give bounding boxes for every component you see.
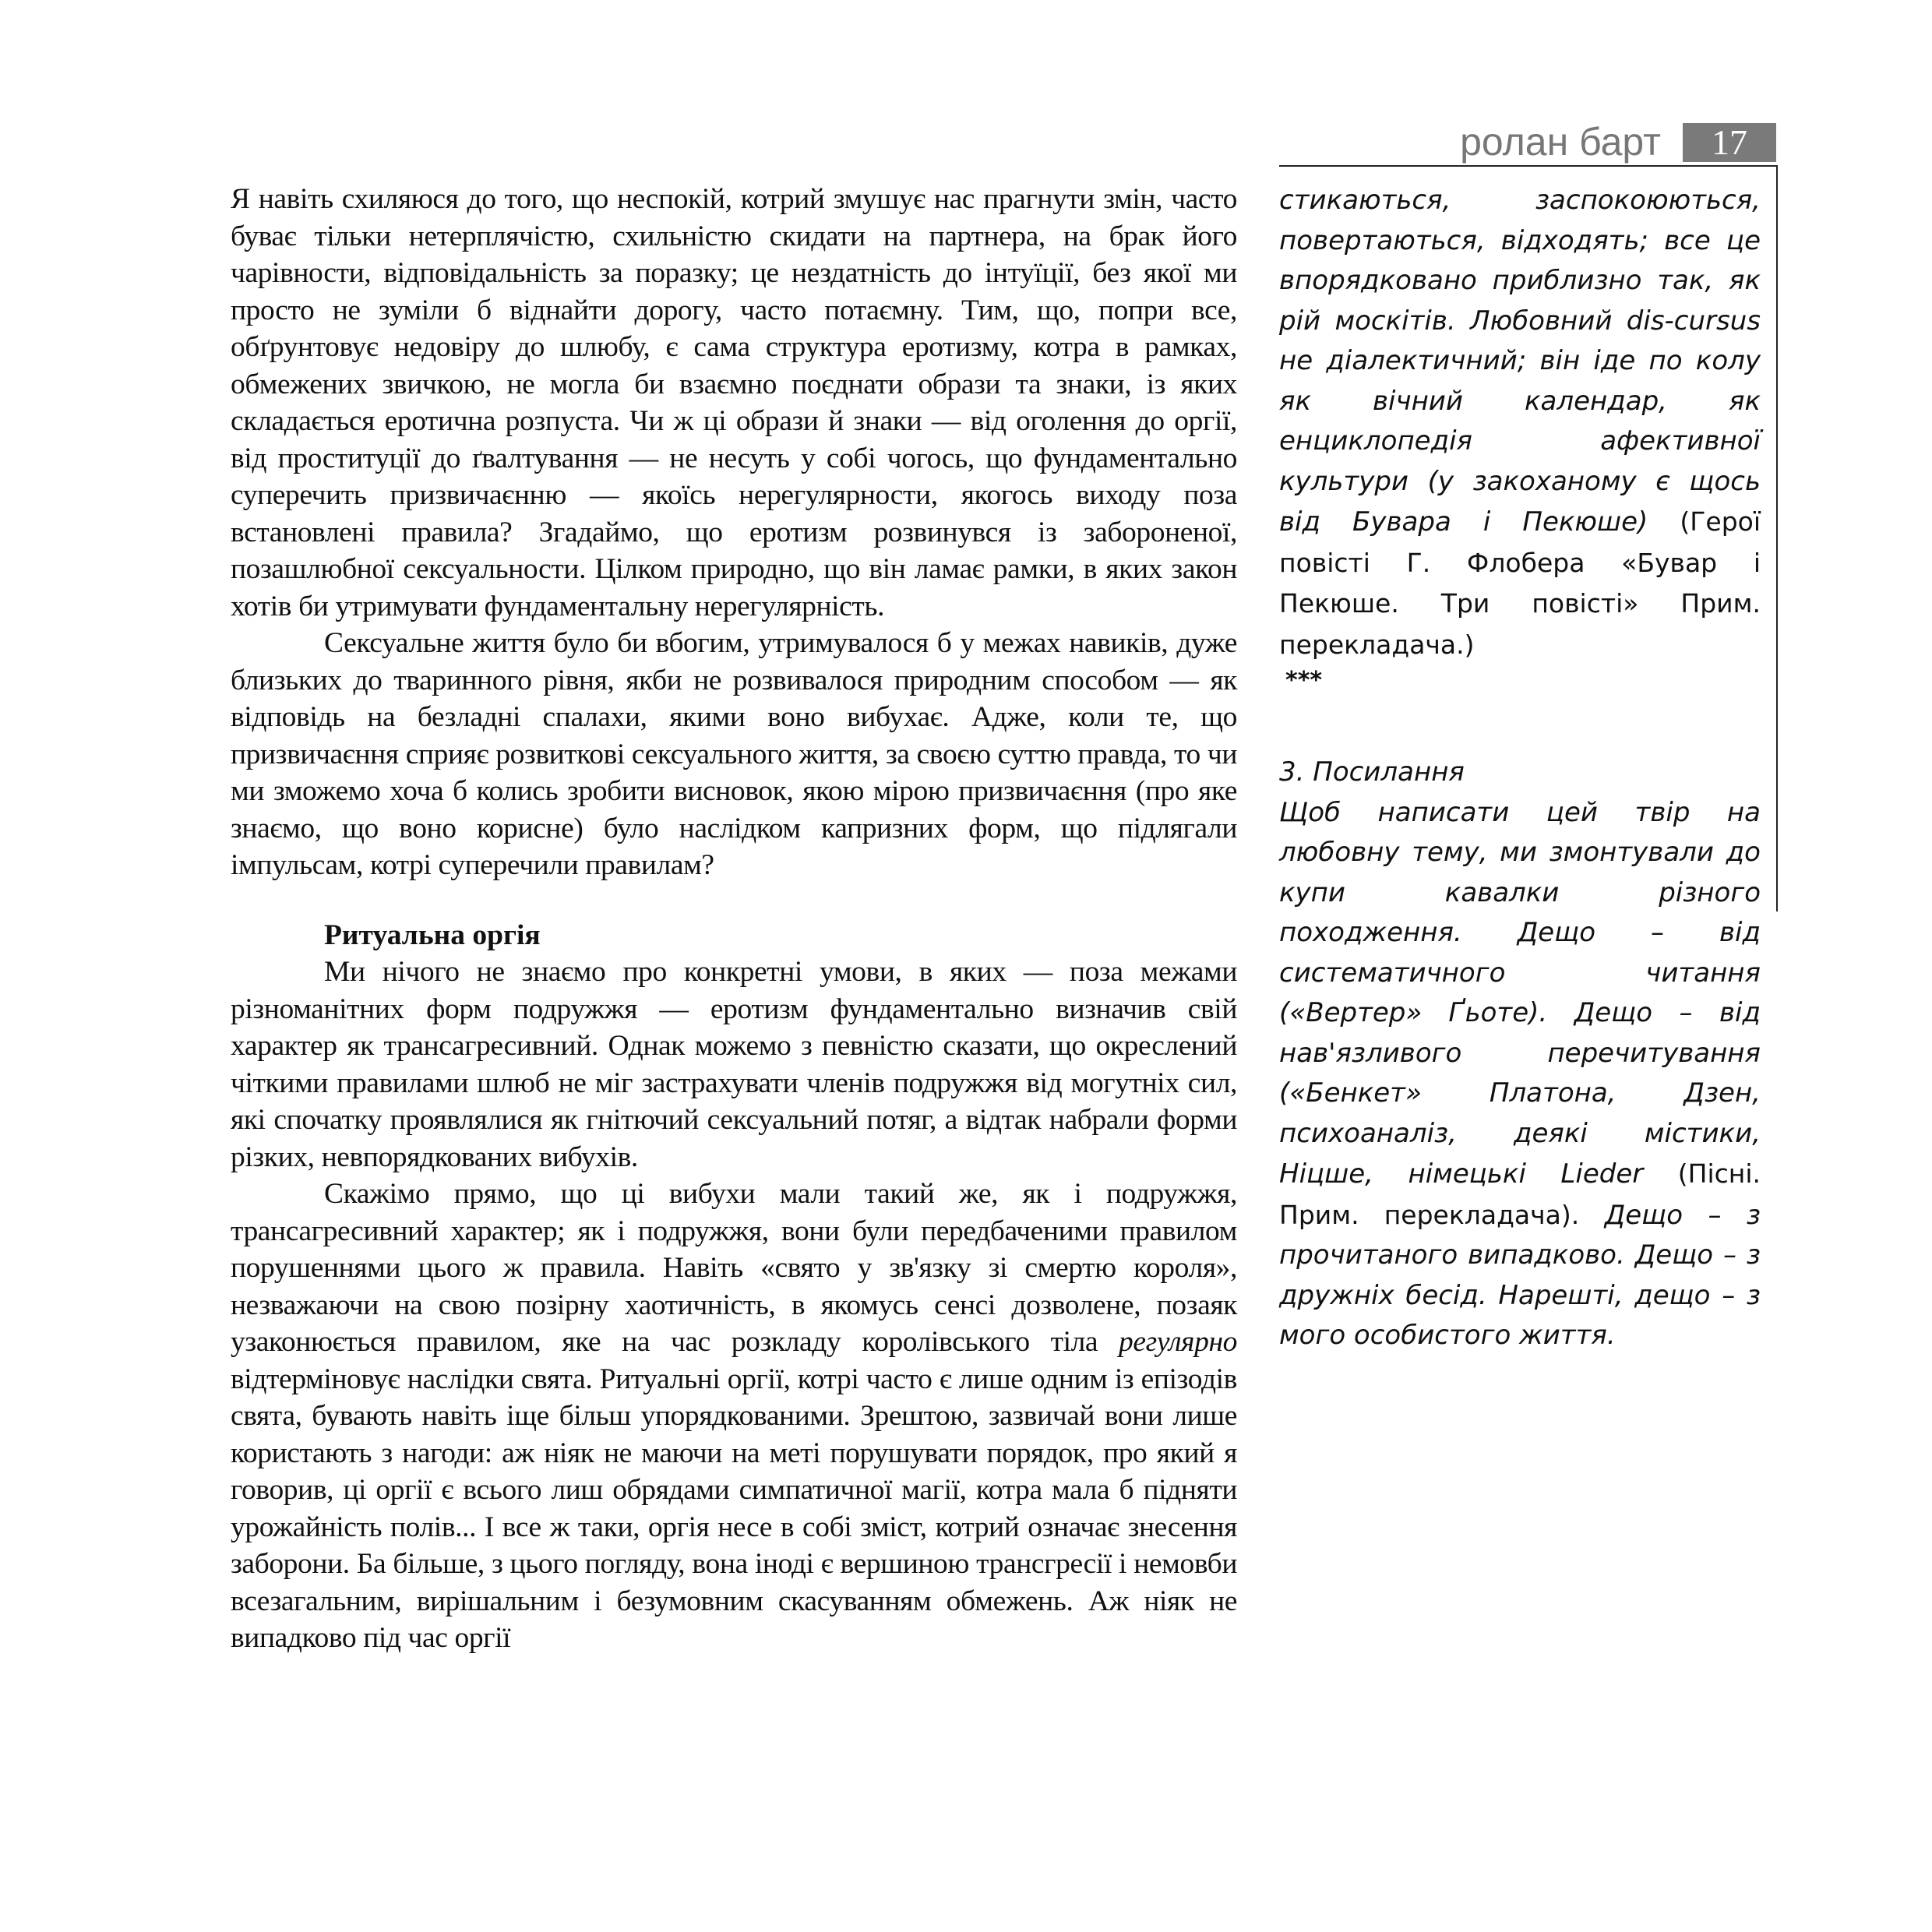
main-paragraph-4 (231, 1176, 1237, 1657)
page-number: 17 (1683, 123, 1776, 162)
main-text-column (231, 181, 1237, 1657)
main-paragraph-3: Ми нічого не знаємо про конкретні умови, в яких — поза межами різноманітних форм подружжя — еротизм фундаментально визначив свій характер як трансагресивний. Однак можемо з певністю сказати, що окреслений чіткими правилами шлюб не міг застрахувати членів подружжя від могутніх сил, які спочатку проявлялися як гнітючий сексуальний потяг, а відтак набрали форми різких, невпорядкованих вибухів. (231, 956, 1237, 1173)
running-title: ролан барт (1460, 120, 1661, 164)
section-separator-stars: *** (1285, 667, 1323, 694)
sidebar-paragraph-2-text-b: Дещо – з прочитаного випадково. Дещо – з дружніх бесід. Нарешті, дещо – з мого особистого життя. (1279, 1199, 1761, 1351)
header-rule (1279, 165, 1778, 167)
running-header (1278, 118, 1776, 167)
sidebar-column (1279, 181, 1761, 1356)
sidebar-paragraph-1-text: стикаються, заспокоюються, повертаються, відходять; все це впорядковано приблизно так, як рій москітів. Любовний dis-cursus не діалектичний; він іде по колу як вічний календар, як енциклопедія афективної культури (у закоханому є щось від Бувара і Пекюше) (1279, 185, 1761, 538)
translator-note-2: (Пісні. Прим. перекладача). (1279, 1158, 1761, 1230)
main-paragraph-2: Сексуальне життя було би вбогим, утримувалося б у межах навиків, дуже близьких до тваринного рівня, якби не розвивалося природним способом — як відповідь на безладні спалахи, якими воно вибухає. Адже, коли те, що призвичаєння сприяє розвиткові сексуального життя, за своєю суттю правда, то чи ми зможемо хоча б колись зробити висновок, якою мірою призвичаєння (про яке знаємо, що воно корисне) було наслідком капризних форм, що підлягали імпульсам, котрі суперечили правилам? (231, 627, 1237, 881)
sidebar-paragraph-2 (1279, 793, 1761, 1356)
main-paragraph-4-end: відтерміновує наслідки свята. Ритуальні оргії, котрі часто є лише одним із епізодів свята, бувають навіть іще більш упорядкованими. Зрештою, зазвичай вони лише користають з нагоди: аж ніяк не маючи на меті порушувати порядок, про який я говорив, ці оргії є всього лиш обрядами симпатичної магії, котра мала б підняти урожайність полів... І все ж таки, оргія несе в собі зміст, котрий означає знесення заборони. Ба більше, з цього погляду, вона іноді є вершиною трансгресії і немовби всезагальним, вирішальним і безумовним скасуванням обмежень. Аж ніяк не випадково під час оргії (231, 1363, 1237, 1654)
sidebar-right-border (1776, 165, 1778, 911)
main-paragraph-4-start: Скажімо прямо, що ці вибухи мали такий же, як і подружжя, трансагресивний характер; як і подружжя, вони були передбаченими правилом порушеннями цього ж правила. Навіть «свято у зв'язку зі смертю короля», незважаючи на свою позірну хаотичність, в якомусь сенсі дозволене, позаяк узаконюється правилом, яке на час розкладу королівського тіла (231, 1178, 1237, 1358)
main-paragraph-4-emphasis: регулярно (1119, 1326, 1237, 1358)
section-heading-ritual-orgy: Ритуальна оргія (324, 918, 541, 951)
sidebar-section-heading: 3. Посилання (1279, 756, 1465, 788)
translator-note-1: (Герої повісті Г. Флобера «Бувар і Пекюше. Три повісті» Прим. перекладача.) (1279, 506, 1761, 660)
sidebar-paragraph-2-text-a: Щоб написати цей твір на любовну тему, ми змонтували до купи кавалки різного походження. Дещо – від систематичного читання («Вертер» Ґьоте). Дещо – від нав'язливого перечитування («Бенкет» Платона, Дзен, психоаналіз, деякі містики, Ніцше, німецькі Lieder (1279, 796, 1761, 1190)
sidebar-paragraph-1 (1279, 181, 1761, 665)
main-paragraph-1: Я навіть схиляюся до того, що неспокій, котрий змушує нас прагнути змін, часто буває тільки нетерплячістю, схильністю скидати на партнера, на брак його чарівности, відповідальність за поразку; це нездатність до інтуїції, без якої ми просто не зуміли б віднайти дорогу, часто потаємну. Тим, що, попри все, обґрунтовує недовіру до шлюбу, є сама структура еротизму, котра в рамках, обмежених звичкою, не могла би взаємно поєднати образи та знаки, із яких складається еротична розпуста. Чи ж ці образи й знаки — від оголення до оргії, від проституції до ґвалтування — не несуть у собі чогось, що фундаментально суперечить призвичаєнню — якоїсь нерегулярности, якогось виходу поза встановлені правила? Згадаймо, що еротизм розвинувся із забороненої, позашлюбної сексуальности. Цілком природно, що він ламає рамки, в яких закон хотів би утримувати фундаментальну нерегулярність. (231, 183, 1237, 622)
